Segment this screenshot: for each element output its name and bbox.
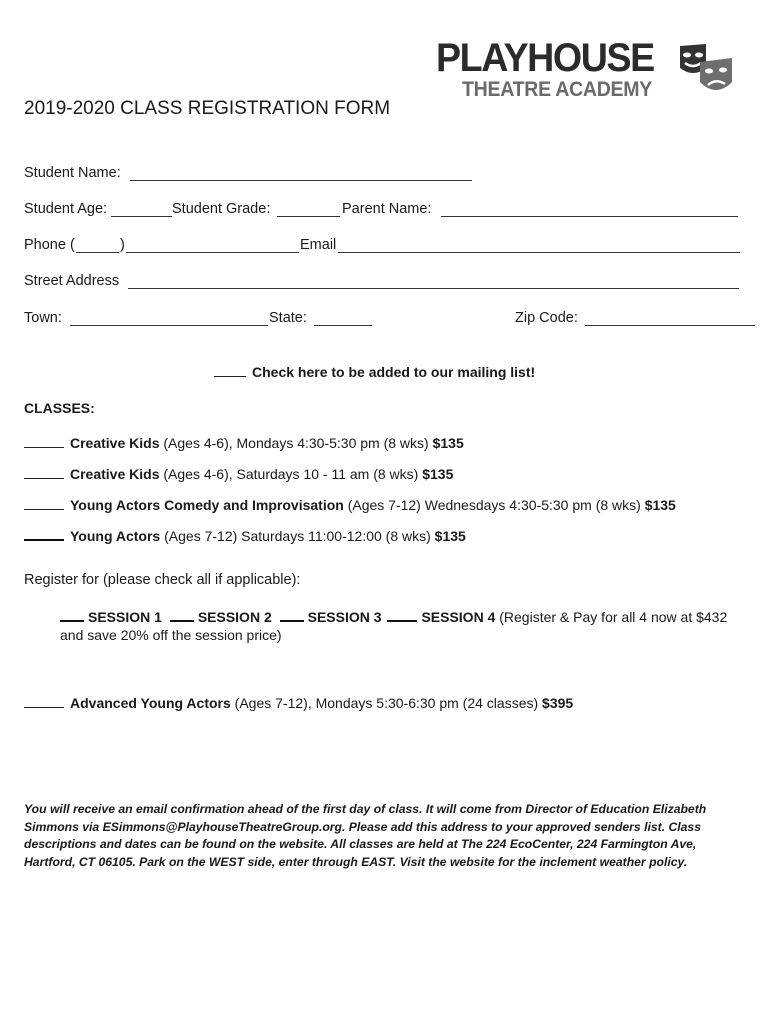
logo-main-text: PLAYHOUSE xyxy=(436,36,654,80)
class-checkbox[interactable] xyxy=(24,527,64,541)
zip-code-label: Zip Code: xyxy=(515,310,578,326)
phone-label: Phone ( xyxy=(24,237,75,253)
theatre-masks-icon xyxy=(676,42,734,100)
session-1-label: SESSION 1 xyxy=(88,609,162,625)
class-item xyxy=(24,435,464,451)
advanced-class-item xyxy=(24,695,573,711)
parent-name-label: Parent Name: xyxy=(342,201,432,217)
phone-number-field[interactable] xyxy=(126,252,299,253)
street-address-field[interactable] xyxy=(128,288,739,289)
phone-paren-close: ) xyxy=(120,237,125,253)
class-name: Creative Kids xyxy=(70,466,160,482)
session-2-label: SESSION 2 xyxy=(197,609,272,625)
student-age-label: Student Age: xyxy=(24,201,108,217)
mailing-list-text: Check here to be added to our mailing list! xyxy=(252,364,536,380)
email-field[interactable] xyxy=(338,252,740,253)
street-address-label: Street Address xyxy=(24,273,120,289)
parent-name-field[interactable] xyxy=(441,216,738,217)
class-item xyxy=(24,466,453,482)
session-4-label: SESSION 4 xyxy=(421,609,496,625)
footer-note: You will receive an email confirmation ahead of the first day of class. It will come from Director of Education Elizabeth Simmons via ESimmons@PlayhouseTheatreGroup.org. Please add this address to your approved senders list. Class descriptions and dates can be found on the website. All classes are held at The 224 EcoCenter, 224 Farmington Ave, Hartford, CT 06105. Park on the WEST side, enter through EAST. Visit the website for the inclement weather policy. xyxy=(24,802,707,869)
advanced-class-price: $395 xyxy=(542,695,574,711)
class-details: (Ages 7-12) Saturdays 11:00-12:00 (8 wks) xyxy=(164,528,431,544)
class-checkbox[interactable] xyxy=(24,497,64,510)
session-3-label: SESSION 3 xyxy=(307,609,382,625)
student-grade-field[interactable] xyxy=(277,216,340,217)
class-item xyxy=(24,497,676,513)
state-field[interactable] xyxy=(314,325,372,326)
phone-area-code-field[interactable] xyxy=(76,252,119,253)
class-price: $135 xyxy=(422,466,454,482)
register-for-text: Register for (please check all if applicable): xyxy=(24,572,301,588)
class-name: Creative Kids xyxy=(70,435,160,451)
form-title: 2019-2020 CLASS REGISTRATION FORM xyxy=(24,98,391,119)
town-field[interactable] xyxy=(70,325,268,326)
logo-sub-text: THEATRE ACADEMY xyxy=(462,78,653,101)
mailing-list-checkbox[interactable] xyxy=(214,364,246,377)
class-price: $135 xyxy=(644,497,676,513)
class-details: (Ages 7-12) Wednesdays 4:30-5:30 pm (8 wks) xyxy=(347,497,641,513)
classes-heading: CLASSES: xyxy=(24,400,95,416)
class-checkbox[interactable] xyxy=(24,466,64,479)
zip-code-field[interactable] xyxy=(585,325,755,326)
state-label: State: xyxy=(269,310,307,326)
student-grade-label: Student Grade: xyxy=(172,201,271,217)
playhouse-logo xyxy=(436,36,736,102)
class-details: (Ages 4-6), Saturdays 10 - 11 am (8 wks) xyxy=(163,466,419,482)
class-checkbox[interactable] xyxy=(24,435,64,448)
class-name: Young Actors Comedy and Improvisation xyxy=(70,497,344,513)
session-3-checkbox[interactable] xyxy=(280,608,304,622)
session-bundle-note: (Register & Pay for all 4 now at $432 and save 20% off the session price) xyxy=(60,609,728,643)
email-label: Email xyxy=(300,237,337,253)
advanced-class-checkbox[interactable] xyxy=(24,695,64,708)
session-1-checkbox[interactable] xyxy=(60,608,84,622)
student-name-field[interactable] xyxy=(130,180,472,181)
class-details: (Ages 4-6), Mondays 4:30-5:30 pm (8 wks) xyxy=(163,435,429,451)
class-item xyxy=(24,527,466,544)
session-4-checkbox[interactable] xyxy=(387,608,417,622)
class-name: Young Actors xyxy=(70,528,161,544)
mailing-list-option xyxy=(214,364,535,380)
advanced-class-details: (Ages 7-12), Mondays 5:30-6:30 pm (24 classes) xyxy=(234,695,539,711)
advanced-class-name: Advanced Young Actors xyxy=(70,695,231,711)
class-price: $135 xyxy=(434,528,466,544)
student-age-field[interactable] xyxy=(111,216,172,217)
class-price: $135 xyxy=(432,435,464,451)
session-options xyxy=(60,608,750,644)
student-name-label: Student Name: xyxy=(24,165,121,181)
town-label: Town: xyxy=(24,310,62,326)
session-2-checkbox[interactable] xyxy=(170,608,194,622)
